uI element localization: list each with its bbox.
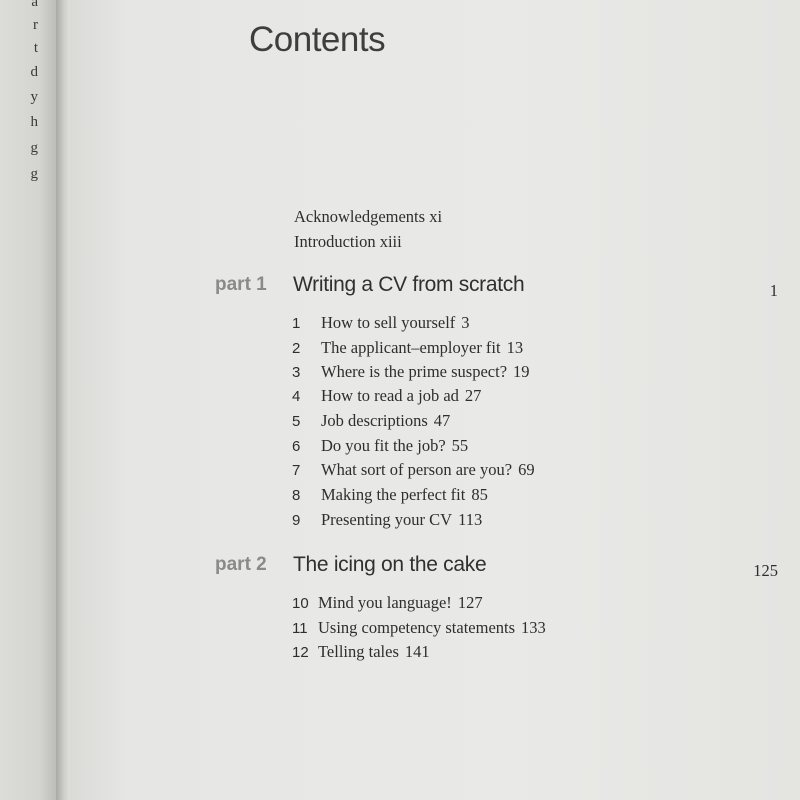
chapter-entry <box>292 593 483 615</box>
left-page-fragment: y <box>30 89 38 105</box>
chapter-number: 7 <box>292 462 301 479</box>
chapter-title: What sort of person are you? <box>321 460 513 479</box>
chapter-number: 8 <box>292 487 301 504</box>
chapter-entry <box>292 338 523 360</box>
chapter-title: Making the perfect fit <box>321 485 466 504</box>
book-gutter <box>56 0 70 800</box>
chapter-number: 11 <box>292 620 308 637</box>
left-page-fragment: g <box>30 140 38 156</box>
chapter-entry <box>292 386 481 408</box>
part-label: part 1 <box>215 274 267 295</box>
front-matter-title: Acknowledgements <box>294 207 426 226</box>
chapter-entry <box>292 362 530 384</box>
chapter-entry <box>292 411 450 433</box>
chapter-number: 12 <box>292 644 309 661</box>
page-title: Contents <box>249 20 386 59</box>
chapter-title: How to sell yourself <box>321 313 456 332</box>
chapter-page: 133 <box>521 618 546 637</box>
chapter-page: 27 <box>464 386 482 405</box>
part-label: part 2 <box>215 554 267 575</box>
front-matter-title: Introduction <box>294 232 376 251</box>
chapter-title: Mind you language! <box>318 593 452 612</box>
chapter-entry <box>292 313 470 335</box>
left-page-fragment: d <box>30 64 38 80</box>
chapter-page: 55 <box>451 436 469 455</box>
chapter-number: 10 <box>292 595 309 612</box>
chapter-title: Job descriptions <box>321 411 428 430</box>
chapter-title: Telling tales <box>318 642 399 661</box>
chapter-page: 13 <box>506 338 524 357</box>
chapter-title: Do you fit the job? <box>321 436 446 455</box>
front-matter-page: xiii <box>379 232 402 251</box>
chapter-title: The applicant–employer fit <box>321 338 501 357</box>
part-title: The icing on the cake <box>293 553 487 576</box>
chapter-number: 3 <box>292 364 301 381</box>
chapter-entry <box>292 510 482 532</box>
left-page-fragment: a <box>31 0 38 10</box>
front-matter-entry <box>294 232 402 252</box>
chapter-title: How to read a job ad <box>321 386 459 405</box>
left-page-edge <box>0 0 56 800</box>
chapter-entry <box>292 642 430 664</box>
chapter-number: 9 <box>292 512 301 529</box>
chapter-page: 141 <box>404 642 430 661</box>
chapter-number: 2 <box>292 340 301 357</box>
chapter-number: 5 <box>292 413 301 430</box>
part-page-number: 1 <box>769 281 778 300</box>
chapter-title: Using competency statements <box>318 618 516 637</box>
part-page-number: 125 <box>753 561 778 580</box>
front-matter-entry <box>294 207 442 227</box>
chapter-number: 1 <box>292 315 301 332</box>
chapter-title: Where is the prime suspect? <box>321 362 508 381</box>
left-page-fragment: t <box>33 40 38 56</box>
left-page-fragment: g <box>30 166 38 182</box>
chapter-page: 85 <box>471 485 488 504</box>
chapter-page: 113 <box>458 510 483 529</box>
chapter-number: 4 <box>292 388 301 405</box>
chapter-number: 6 <box>292 438 301 455</box>
chapter-entry <box>292 436 468 458</box>
left-page-fragment: h <box>30 114 38 130</box>
chapter-page: 47 <box>433 411 451 430</box>
front-matter-page: xi <box>429 207 443 226</box>
left-page-fragment: r <box>33 17 38 33</box>
chapter-title: Presenting your CV <box>321 510 453 529</box>
chapter-page: 69 <box>518 460 535 479</box>
chapter-page: 19 <box>513 362 530 381</box>
chapter-entry <box>292 485 488 507</box>
part-title: Writing a CV from scratch <box>293 273 525 296</box>
chapter-page: 127 <box>457 593 483 612</box>
chapter-entry <box>292 460 535 482</box>
chapter-entry <box>292 618 546 640</box>
chapter-page: 3 <box>461 313 470 332</box>
